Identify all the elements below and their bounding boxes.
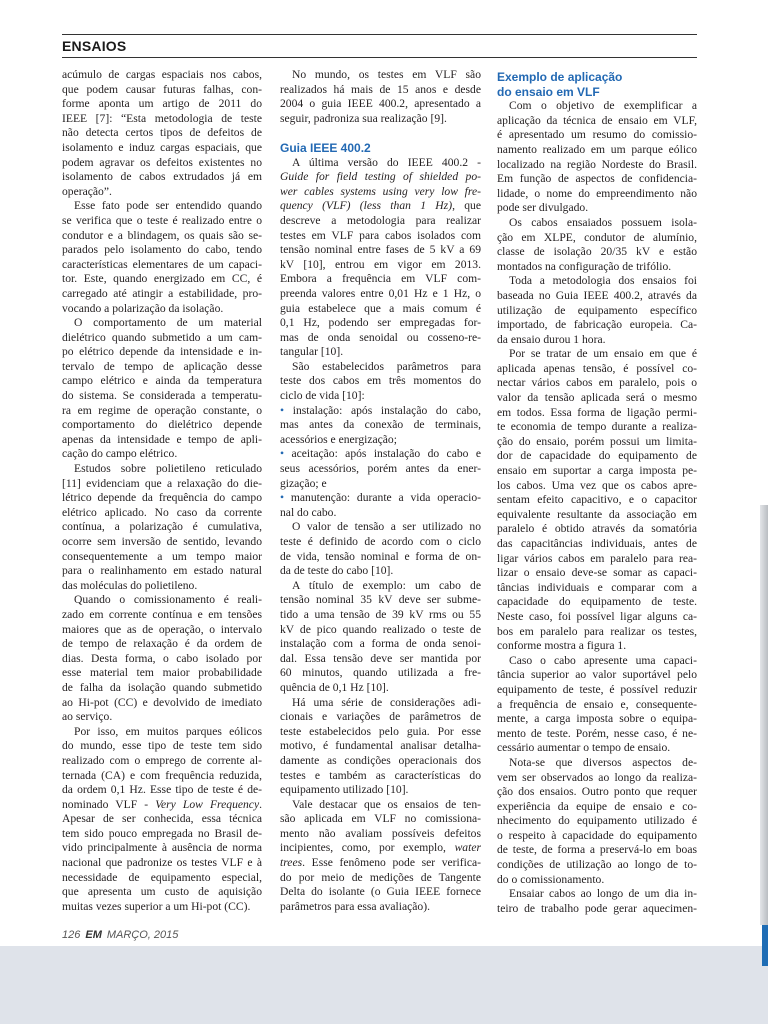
paragraph — [280, 520, 481, 578]
text-line: parados pelo isolamento do cabo, tendo — [62, 243, 262, 257]
paragraph — [497, 99, 697, 216]
text-line: nacional que padronize os testes VLF e à — [62, 856, 262, 870]
text-line: realizado com o emprego de corrente al- — [62, 753, 262, 767]
text-line: elétrico aplicado. No caso da corrente — [62, 505, 262, 519]
text-line: tervalo de tempo de aplicação desse — [62, 359, 262, 373]
text-line: te economia de tempo durante a realiza- — [497, 420, 697, 434]
bullet-item — [280, 404, 481, 448]
text-line: São estabelecidos parâmetros para — [292, 359, 481, 373]
text-line: vido principalmente à ausência de norma — [62, 841, 262, 855]
text-line: quência de 0,1 Hz [10]. — [280, 680, 389, 694]
text-column-3 — [497, 70, 697, 916]
text-line: Vale destacar que os ensaios de ten- — [292, 797, 481, 811]
text-line: kV [10], entrou em vigor em 2013. — [280, 257, 481, 271]
text-line: tensão nominal entre fases de 5 kV a 69 — [280, 243, 481, 257]
paragraph — [497, 756, 697, 887]
text-line — [280, 170, 481, 185]
text-line: ligar vários cabos em paralelo para rea- — [497, 551, 697, 565]
bullet-item — [280, 491, 481, 520]
text-column-2 — [280, 68, 481, 914]
text-line: teste estabelecidos pelo guia. Por esse — [280, 724, 481, 738]
text-line: consequentemente a um tempo maior — [62, 549, 262, 563]
paragraph — [497, 216, 697, 274]
paragraph — [497, 274, 697, 347]
text-line: ra em regime de operação constante, o — [62, 403, 262, 417]
paragraph — [497, 347, 697, 653]
text-line: de tempo de relaxação é da ordem de — [62, 637, 262, 651]
text-line: Embora a frequência em VLF com- — [280, 272, 481, 286]
text-line: realizados há mais de 15 anos e desde — [280, 82, 481, 96]
text-line: dor de capacidade do equipamento de — [497, 449, 697, 463]
section-label: ENSAIOS — [62, 38, 127, 54]
text-line: instalação com a forma de onda senoi- — [280, 637, 481, 651]
text-line: teiro de trabalho pode gerar aquecimen- — [497, 901, 697, 915]
section-heading: Exemplo de aplicação — [497, 70, 623, 84]
text-line: de falha da isolação quando submetido — [62, 680, 262, 694]
text-line: nectar vários cabos em paralelo, pois o — [497, 376, 697, 390]
bullet-icon: • — [280, 447, 285, 461]
text-line: do sistema. Se considerada a temperatu- — [62, 389, 262, 403]
text-line: é apresentado um resumo do comissio- — [497, 128, 697, 142]
italic-text: wer cables systems using very low fre- — [280, 184, 481, 198]
text-line: damente as condições operacionais dos — [280, 753, 481, 767]
text-line — [280, 404, 481, 419]
text-line: acúmulo de cargas espaciais nos cabos, — [62, 68, 262, 81]
paragraph — [280, 156, 481, 360]
text-line: Neste caso, foi possível ligar alguns ca- — [497, 609, 697, 623]
text-line: aplicação da técnica de ensaio em VLF, — [497, 113, 697, 127]
text-line: campo elétrico e ainda da temperatura — [62, 374, 262, 388]
italic-text: trees — [280, 856, 303, 870]
text-line: aplicada apenas tensão, é possível co- — [497, 361, 697, 375]
text-line: ção do ensaio, porém possui um limita- — [497, 434, 697, 448]
text-line: Nota-se que diversos aspectos de- — [509, 755, 697, 769]
text-line: acessórios e energização; — [280, 432, 397, 446]
text-line: parâmetros para essa avaliação). — [280, 899, 430, 913]
text-line: necessidade de equipamento especial, — [62, 870, 262, 884]
text-line: A última versão do IEEE 400.2 - — [292, 155, 481, 169]
page-bottom-band — [0, 946, 768, 1024]
text-line: ção em XLPE, condutor de alumínio, — [497, 230, 697, 244]
paragraph — [280, 696, 481, 798]
text-line: Os cabos ensaiados possuem isola- — [509, 215, 697, 229]
text-line: para o realinhamento em estado natural — [62, 564, 262, 578]
text-line: cionais e variações de parâmetros de — [280, 710, 481, 724]
text-line: da ordem 0,1 Hz. Esse tipo de teste é de- — [62, 783, 262, 797]
text-line: vocando a polarização da isolação. — [62, 301, 224, 315]
text-line: seus acessórios, porém antes da ener- — [280, 462, 481, 476]
text-line: podem agravar os defeitos existentes no — [62, 155, 262, 169]
header-rule-top — [62, 34, 697, 35]
text-line: los cabos. Uma vez que os cabos apre- — [497, 478, 697, 492]
text-line: muitas vezes superior a um Hi-pot (CC). — [62, 899, 251, 913]
text-line: lizar o ensaio deve-se somar as capaci- — [497, 566, 697, 580]
text-line: ção dos ensaios. Outro ponto que requer — [497, 785, 697, 799]
text-line: ensaio em suportar a carga imposta pe- — [497, 464, 697, 478]
text-line: isolamento e induz cargas espaciais, que — [62, 140, 262, 154]
text-line: 60 minutos, quando utilizada a fre- — [280, 666, 481, 680]
text-line: Delta do isolante (o Guia IEEE fornece — [280, 885, 481, 899]
text-line: isolamento de cabos extrudados já em — [62, 170, 262, 184]
issue-date: MARÇO, 2015 — [106, 929, 179, 941]
text-line: 0,1 Hz, podendo ser empregadas for- — [280, 316, 481, 330]
text-line: utilização de equipamento específico — [497, 303, 697, 317]
text-line: equipamento utilizado [10]. — [280, 783, 409, 797]
text-line: ao Hi-pot (CC) e devolvido de imediato — [62, 695, 262, 709]
paragraph — [497, 654, 697, 756]
text-line: motivo, é fundamental analisar detalha- — [280, 739, 481, 753]
text-line: Com o objetivo de exemplificar a — [509, 99, 697, 113]
text-line: maiores que as de operação, o intervalo — [62, 622, 262, 636]
text-line: testes em VLF para cabos isolados com — [280, 228, 481, 242]
text-line: tâncias individuais e comparar com a — [497, 580, 697, 594]
italic-text: Guide for field testing of shielded po- — [280, 170, 481, 184]
text-line — [280, 447, 481, 462]
text-line: apenas da intensidade e tempo de apli- — [62, 432, 262, 446]
text-line: das moléculas do polietileno. — [62, 578, 198, 592]
text-line: mento não avaliam possíveis defeitos — [280, 826, 481, 840]
text-line: montados na configuração de trifólio. — [497, 259, 672, 273]
text-line: vem ser observados ao longo da realiza- — [497, 770, 697, 784]
text-column-1 — [62, 68, 262, 914]
text-line: ocorre sem inversão de sentido, levando — [62, 535, 262, 548]
text-line: forme aponta um artigo de 2011 do — [62, 97, 262, 111]
text-line: baseada no Guia IEEE 400.2, através da — [497, 288, 697, 302]
text-line: namento realizado em um parque eólico — [497, 142, 697, 156]
text-line: importado, de fabricação europeia. Ca- — [497, 318, 697, 332]
bullet-icon: • — [280, 403, 285, 417]
text-run: , que — [452, 199, 481, 213]
text-line: Há uma série de considerações adi- — [292, 695, 481, 709]
text-line: IEEE [7]: “Esta metodologia de teste — [62, 111, 262, 125]
text-line: de teste, de forma a preservá-lo em boas — [497, 843, 697, 857]
italic-text: Very Low Frequency — [155, 797, 260, 811]
text-line: létrico depende da frequência do campo — [62, 491, 262, 505]
text-line: testes e também as características do — [280, 768, 481, 782]
text-line: da de teste do cabo [10]. — [280, 564, 394, 578]
paragraph — [62, 593, 262, 724]
text-line: sentam efeito capacitivo, e o capacitor — [497, 493, 697, 507]
text-line: mento de teste. Porém, nesse caso, é ne- — [497, 726, 697, 740]
text-line: do por meio de medições de Tangente — [280, 870, 481, 884]
text-line: ternada (CA) e com frequência reduzida, — [62, 768, 262, 782]
text-line: a frequência de ensaio e, consequente- — [497, 697, 697, 711]
text-line: Caso o cabo apresente uma capaci- — [509, 653, 697, 667]
text-line — [280, 199, 481, 214]
text-line: dal. Essa tensão deve ser mantida por — [280, 651, 481, 665]
text-line: que apresenta um custo de aquisição — [62, 885, 262, 899]
text-line: tância superior ao valor suportável pelo — [497, 668, 697, 682]
text-line — [280, 491, 481, 506]
text-line: ciclo de vida [10]: — [280, 389, 365, 403]
text-line: Em função de aspectos de confidencia- — [497, 172, 697, 186]
text-line: equipamento de teste, é possível reduzir — [497, 682, 697, 696]
text-line: bos em paralelo para realizar os testes, — [497, 624, 697, 638]
text-line: Quando o comissionamento é reali- — [74, 593, 262, 607]
paragraph — [280, 579, 481, 696]
paragraph — [62, 68, 262, 199]
text-line: de vida, tensão nominal e forma de on- — [280, 549, 481, 563]
text-run: manutenção: durante a vida operacio- — [284, 491, 481, 505]
text-line: mas de onda senoidal ou cosseno-re- — [280, 330, 481, 344]
header-rule-bottom — [62, 57, 697, 58]
text-line: tensão nominal 35 kV deve ser subme- — [280, 593, 481, 607]
text-line: preenda valores entre 0,01 Hz e 1 Hz, o — [280, 286, 481, 300]
text-run: incipientes, como, por exemplo, — [280, 841, 455, 855]
page-number: 126 — [62, 929, 81, 941]
text-run: . Esse fenômeno pode ser verifica- — [302, 856, 481, 870]
bullet-item — [280, 447, 481, 491]
text-line: do mundo, esse tipo de teste tem sido — [62, 739, 262, 753]
text-line: nhecimento do equipamento utilizado é — [497, 814, 697, 828]
paragraph — [62, 316, 262, 462]
page-edge-tab — [762, 925, 768, 966]
text-line: O comportamento de um material — [74, 316, 262, 330]
text-line — [280, 856, 481, 871]
text-line: teste dos cabos em três momentos do — [280, 374, 481, 388]
text-line: kV de pico quando realizado o teste de — [280, 622, 481, 636]
text-line: tem sido pouco empregada no Brasil de- — [62, 826, 262, 840]
text-line: tangular [10]. — [280, 345, 344, 359]
paragraph — [62, 725, 262, 915]
text-line: do o comissionamento. — [497, 872, 605, 886]
text-run: aceitação: após instalação do cabo e — [284, 447, 481, 461]
text-line: gização; e — [280, 476, 327, 490]
text-line: conforme mostra a figura 1. — [497, 639, 627, 653]
text-line: mente, a carga imposta sobre o equipa- — [497, 712, 697, 726]
text-line: condutor e a blindagem, os quais são se- — [62, 228, 262, 242]
text-line: [11] evidenciam que a relaxação do die- — [62, 476, 262, 490]
text-line: tido a uma tensão de 39 kV rms ou 55 — [280, 607, 481, 621]
text-line: tor. Este, quando energizado em CC, é — [62, 272, 262, 286]
text-line: localizado na região Nordeste do Brasil. — [497, 157, 697, 171]
text-line: pode ser divulgado. — [497, 201, 589, 215]
text-line: Ensaiar cabos ao longo de um dia in- — [509, 887, 697, 901]
text-line: não detecta certos tipos de defeitos de — [62, 126, 262, 140]
text-line: mas antes da conexão de terminais, — [280, 418, 481, 432]
text-line: Estudos sobre polietileno reticulado — [74, 462, 262, 476]
section-heading: do ensaio em VLF — [497, 84, 600, 99]
text-line: experiência da equipe de ensaio e co- — [497, 799, 697, 813]
text-line: guia estabelece que a mais comum é — [280, 301, 481, 315]
text-run: . — [259, 797, 262, 811]
text-line: equivalente resultante da associação em — [497, 507, 697, 521]
text-line: se verifica que o teste é realizado entre o — [62, 213, 262, 227]
paragraph — [62, 199, 262, 316]
text-line: nal do cabo. — [280, 505, 337, 519]
text-line: em todos. Essa forma de ligação permi- — [497, 405, 697, 419]
text-line: classe de isolação 20/35 kV e estão — [497, 245, 697, 259]
italic-text: water — [454, 841, 481, 855]
text-line: carregado até atingir a estabilidade, pro- — [62, 286, 262, 300]
section-heading: Guia IEEE 400.2 — [280, 140, 371, 155]
text-line: o respeito à capacidade do equipamento — [497, 828, 697, 842]
text-line: características elementares de um capaci- — [62, 257, 262, 271]
text-line: Esse fato pode ser entendido quando — [74, 199, 262, 213]
text-line: condições de utilização ao longo de to- — [497, 858, 697, 872]
text-run: nominado VLF - — [62, 797, 156, 811]
page-edge-shadow — [760, 505, 768, 925]
text-line: das capacitâncias individuais, antes de — [497, 537, 697, 550]
text-line: comportamento do dielétrico depende — [62, 418, 262, 432]
paragraph — [497, 887, 697, 916]
magazine-name: EM — [85, 929, 102, 941]
paragraph — [62, 462, 262, 593]
text-line: esse material tem maior probabilidade — [62, 666, 262, 680]
text-line: 2004 o guia IEEE 400.2, apresentado a — [280, 97, 481, 111]
text-line: dielétrico quando submetido a um cam- — [62, 330, 262, 344]
text-line: A título de exemplo: um cabo de — [292, 578, 481, 592]
text-line: O valor de tensão a ser utilizado no — [292, 520, 481, 534]
text-line: que podem causar futuras falhas, con- — [62, 82, 262, 96]
text-line: dias. Desta forma, o cabo isolado por — [62, 651, 262, 665]
text-line: da ensaio durou 1 hora. — [497, 332, 606, 346]
text-line: zado em corrente contínua e em tensões — [62, 607, 262, 621]
text-line: Toda a metodologia dos ensaios foi — [509, 274, 697, 288]
paragraph — [280, 798, 481, 915]
text-line: lidade, o nome do empreendimento não — [497, 186, 697, 200]
page-footer — [62, 927, 178, 943]
text-line: contínua, a polarização é cumulativa, — [62, 520, 262, 534]
text-line: ao serviço. — [62, 710, 113, 724]
text-line — [62, 798, 262, 813]
text-line: cação do campo elétrico. — [62, 447, 178, 461]
text-line: cessário aumentar o tempo de ensaio. — [497, 741, 671, 755]
bullet-icon: • — [280, 491, 285, 505]
text-line: descreve a metodologia para realizar — [280, 213, 481, 227]
text-line: capacidade do equipamento de teste. — [497, 595, 697, 609]
text-line: seguir, padroniza sua realização [9]. — [280, 111, 447, 125]
text-line — [280, 841, 481, 856]
text-run: instalação: após instalação do cabo, — [284, 403, 481, 417]
text-line: Por isso, em muitos parques eólicos — [74, 724, 262, 738]
text-line: operação”. — [62, 184, 112, 198]
text-line: são aplicada em VLF no comissiona- — [280, 812, 481, 826]
text-line: Apesar de ser conhecida, essa técnica — [62, 812, 262, 826]
paragraph — [280, 68, 481, 126]
text-line: paralelo é obtido através da somatória — [497, 522, 697, 536]
text-line: No mundo, os testes em VLF são — [292, 68, 481, 81]
text-line: po elétrico depende da intensidade e in- — [62, 345, 262, 359]
italic-text: quency (VLF) (less than 1 Hz) — [280, 199, 453, 213]
text-line: valor da tensão aplicada será o mesmo — [497, 391, 697, 405]
paragraph — [280, 360, 481, 404]
text-line: teste é definido de acordo com o ciclo — [280, 535, 481, 548]
text-line: Por se tratar de um ensaio em que é — [509, 347, 697, 361]
text-line — [280, 185, 481, 200]
